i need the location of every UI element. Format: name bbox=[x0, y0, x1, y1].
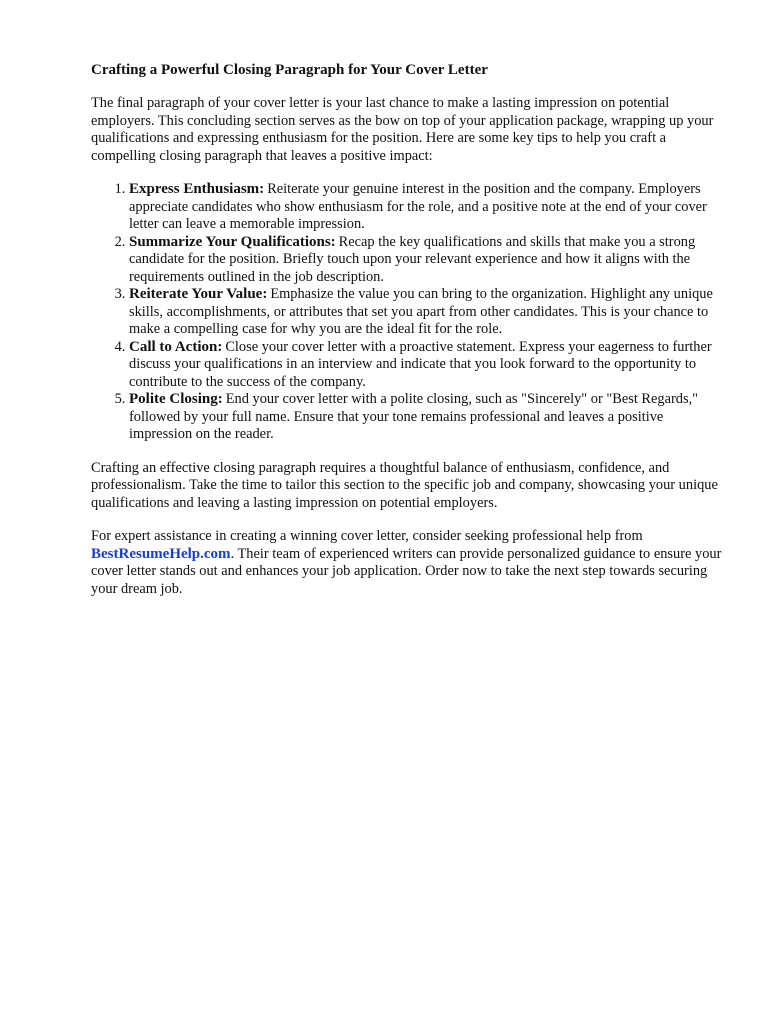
cta-paragraph bbox=[91, 528, 728, 598]
summary-paragraph: Crafting an effective closing paragraph requires a thoughtful balance of enthusiasm, confidence, and professionalism. Take the time to tailor this section to the specific job and company, showcasing your unique qualifications and leaving a lasting impression on potential employers. bbox=[91, 459, 718, 511]
tips-list bbox=[91, 181, 728, 444]
tip-term: Call to Action: bbox=[129, 338, 223, 355]
tip-item bbox=[129, 181, 728, 234]
tip-text: End your cover letter with a polite closing, such as "Sincerely" or "Best Regards," followed by your full name. Ensure that your tone remains professional and leaves a positive impression on the reader. bbox=[129, 391, 699, 442]
tip-item bbox=[129, 339, 728, 392]
intro-paragraph: The final paragraph of your cover letter is your last chance to make a lasting impression on potential employers. This concluding section serves as the bow on top of your application package, wrapping up your qualifications and expressing enthusiasm for the position. Here are some key tips to help you craft a compelling closing paragraph that leaves a positive impact: bbox=[91, 95, 714, 164]
cta-text-before: For expert assistance in creating a winning cover letter, consider seeking professional help from bbox=[91, 528, 643, 544]
cta-text-after: . Their team of experienced writers can provide personalized guidance to ensure your cover letter stands out and enhances your job application. Order now to take the next step towards securing your dream job. bbox=[91, 545, 722, 597]
tip-term: Summarize Your Qualifications: bbox=[129, 233, 336, 250]
tip-text: Recap the key qualifications and skills that make you a strong candidate for the position. Briefly touch upon your relevant experience and how it aligns with the requirements outlined in the job description. bbox=[129, 233, 696, 285]
tip-text: Reiterate your genuine interest in the position and the company. Employers appreciate candidates who show enthusiasm for the role, and a positive note at the end of your cover letter can leave a memorable impression. bbox=[129, 181, 707, 232]
tip-term: Polite Closing: bbox=[129, 391, 223, 407]
tip-term: Reiterate Your Value: bbox=[129, 286, 268, 302]
tip-text: Emphasize the value you can bring to the organization. Highlight any unique skills, accomplishments, or attributes that set you apart from other candidates. This is your chance to make a compelling case for why you are the ideal fit for the role. bbox=[129, 286, 713, 337]
tip-item bbox=[129, 286, 728, 339]
document-title: Crafting a Powerful Closing Paragraph for Your Cover Letter bbox=[91, 62, 488, 78]
tip-item bbox=[129, 391, 728, 444]
tip-term: Express Enthusiasm: bbox=[129, 181, 265, 197]
best-resume-help-link[interactable]: BestResumeHelp.com bbox=[91, 545, 231, 562]
tip-item bbox=[129, 234, 728, 287]
tip-text: Close your cover letter with a proactive statement. Express your eagerness to further discuss your qualifications in an interview and indicate that you look forward to the opportunity to contribute to the success of the company. bbox=[129, 338, 712, 390]
